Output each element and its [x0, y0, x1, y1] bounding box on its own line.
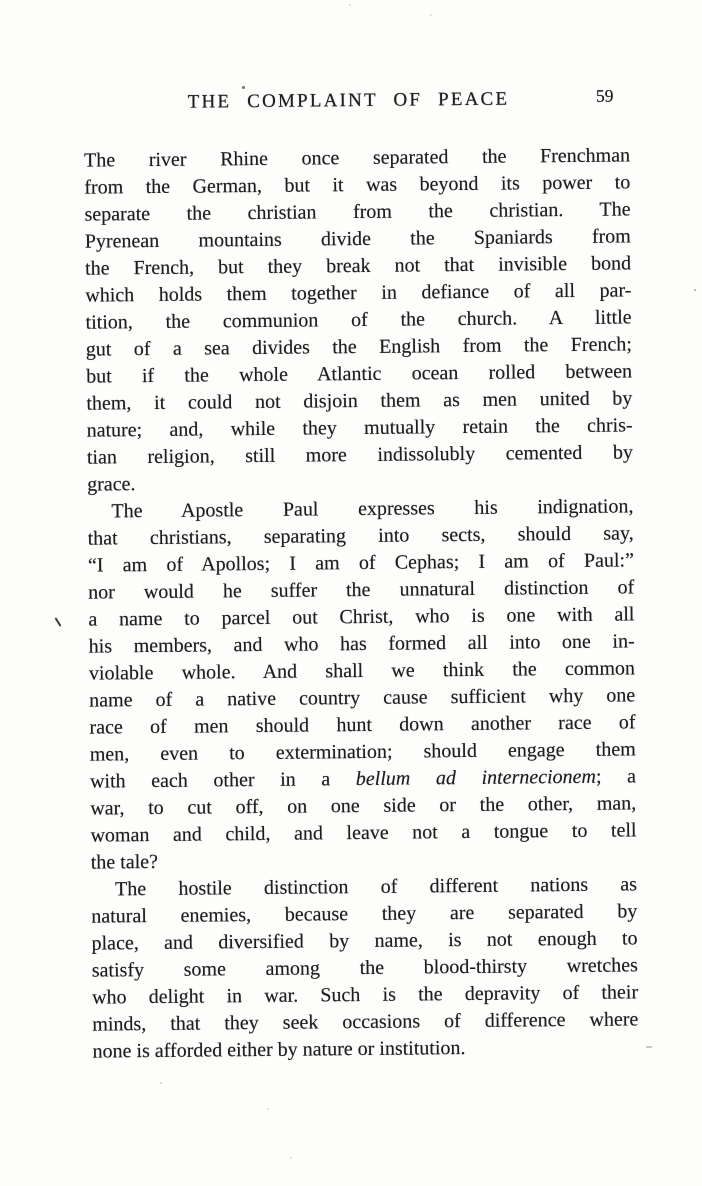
text-line: gut of a sea divides the English from the French;	[85, 333, 632, 361]
paragraph	[87, 493, 637, 876]
text-line: the French, but they break not that invisible bond	[84, 252, 632, 280]
scan-speck	[430, 14, 432, 16]
text-line: The river Rhine once separated the Frenchman	[83, 144, 631, 172]
page-number: 59	[595, 85, 614, 106]
text-line: with each other in a bellum ad internecionem; a	[89, 765, 637, 793]
text-line: violable whole. And shall we think the common	[88, 657, 636, 685]
text-line: tition, the communion of the church. A little	[85, 306, 632, 334]
scan-speck	[290, 1157, 292, 1159]
text-line: Pyrenean mountains divide the Spaniards from	[84, 225, 631, 253]
text-line: nor would he suffer the unnatural distinction of	[88, 576, 635, 604]
text-line: from the German, but it was beyond its power to	[84, 171, 631, 199]
text-line: which holds them together in defiance of all par-	[85, 279, 632, 307]
text-line: who delight in war. Such is the depravity of their	[91, 981, 639, 1009]
scan-speck	[242, 86, 245, 89]
text-line: them, it could not disjoin them as men united by	[86, 387, 633, 415]
text-line: tian religion, still more indissolubly cemented by	[86, 441, 633, 469]
text-line: name of a native country cause sufficient why one	[89, 684, 636, 712]
paragraph	[91, 871, 639, 1065]
paragraph	[84, 142, 633, 498]
text-line: men, even to extermination; should engage them	[89, 738, 636, 766]
scan-speck	[349, 4, 351, 6]
text-line: race of men should hunt down another race of	[89, 711, 636, 739]
scan-speck	[267, 1108, 269, 1110]
text-line: “I am of Apollos; I am of Cephas; I am of Paul:”	[87, 549, 635, 577]
text-line: separate the christian from the christian. The	[84, 198, 631, 226]
text-line: The hostile distinction of different nations as	[114, 873, 638, 901]
text-line: place, and diversified by name, is not enough to	[91, 927, 638, 955]
running-head-title: THE COMPLAINT OF PEACE	[187, 88, 510, 113]
page-content	[83, 87, 638, 1065]
italic-phrase: bellum ad internecionem	[355, 765, 597, 791]
text-line: his members, and who has formed all into one in-	[88, 630, 635, 658]
scan-speck	[160, 1082, 162, 1084]
text-line: nature; and, while they mutually retain the chris-	[86, 414, 633, 442]
text-line: natural enemies, because they are separated by	[91, 900, 638, 928]
text-line: minds, that they seek occasions of difference where	[92, 1008, 639, 1036]
text-line: none is afforded either by nature or institution.	[92, 1037, 466, 1063]
text-line: a name to parcel out Christ, who is one with all	[88, 603, 635, 631]
text-line: satisfy some among the blood-thirsty wretches	[91, 954, 638, 982]
text-line: the tale?	[90, 850, 159, 874]
page-body	[84, 142, 639, 1065]
scan-dash-artifact	[646, 1046, 652, 1048]
margin-stray-mark	[55, 617, 62, 627]
text-line: that christians, separating into sects, should say,	[87, 522, 634, 550]
scan-speck	[694, 289, 696, 291]
text-line: grace.	[87, 473, 136, 496]
page-header	[83, 87, 629, 118]
text-line: woman and child, and leave not a tongue to tell	[90, 819, 637, 847]
text-line: but if the whole Atlantic ocean rolled between	[86, 360, 633, 388]
text-line: war, to cut off, on one side or the other, man,	[90, 792, 637, 820]
text-line: The Apostle Paul expresses his indignation,	[111, 495, 634, 523]
